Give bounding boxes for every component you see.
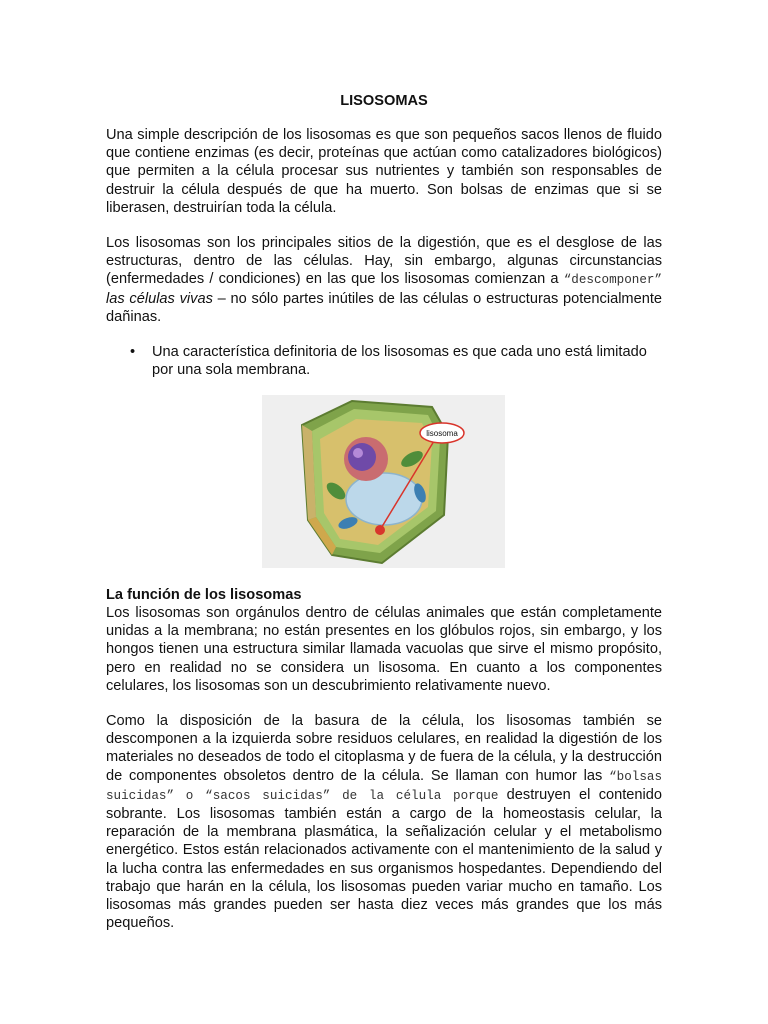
quoted-term-descomponer: “descomponer” — [563, 273, 662, 288]
section-heading-funcion: La función de los lisosomas — [106, 587, 302, 603]
paragraph-digestion-tail: – no sólo partes inútiles de las células o estructuras potencialmente dañinas. — [106, 290, 662, 325]
lisosoma-label: lisosoma — [426, 429, 458, 438]
italic-term-celulas-vivas: las células vivas — [106, 290, 213, 307]
cell-illustration — [262, 395, 505, 568]
paragraph-intro: Una simple descripción de los lisosomas es que son pequeños sacos llenos de fluido que contiene enzimas (es decir, proteínas que actúan como catalizadores biológicos) que permiten a la célula procesar sus nutrientes y también son responsables de destruir la célula después de que ha muerto. Son bolsas de enzimas que si se liberasen, destruirían toda la célula. — [106, 127, 662, 216]
quoted-term-bolsas-suicidas: “bolsas suicidas” o “sacos suicidas” de la célula porque — [106, 769, 662, 803]
paragraph-organelles: Los lisosomas son orgánulos dentro de células animales que están completamente unidas a la membrana; no están presentes en los glóbulos rojos, sin embargo, y los hongos tienen una estructura similar llamada vacuolas que sirve el mismo propósito, pero en realidad no se considera un lisosoma. En cuanto a los componentes celulares, los lisosomas son un descubrimiento relativamente nuevo. — [106, 605, 662, 694]
paragraph-disposal-tail: destruyen el contenido sobrante. Los lisosomas también están a cargo de la homeostasis celular, la reparación de la membrana plasmática, la señalización celular y el metabolismo energético. Estos están relacionados activamente con el mantenimiento de la salud y la lucha contra las enfermedades en sus organismos hospedantes. Dependiendo del trabajo que harán en la célula, los lisosomas pueden variar mucho en tamaño. Los lisosomas más grandes pueden ser hasta diez veces más grandes que los más pequeños. — [106, 786, 662, 932]
paragraph-digestion-text: Los lisosomas son los principales sitios de la digestión, que es el desglose de las estructuras, dentro de las células. Hay, sin embargo, algunas circunstancias (enfermedades / condiciones) en las que los lisosomas comienzan a — [106, 235, 662, 288]
bullet-symbol: • — [130, 344, 136, 360]
paragraph-digestion — [106, 234, 662, 326]
bullet-item-membrane: Una característica definitoria de los lisosomas es que cada uno está limitado por una sola membrana. — [152, 344, 647, 379]
plant-cell-diagram — [262, 395, 505, 568]
paragraph-disposal-text: Como la disposición de la basura de la célula, los lisosomas también se descomponen a la izquierda sobre residuos celulares, en realidad la digestión de los materiales no deseados de todo el citoplasma y de fuera de la célula, y la destrucción de componentes obsoletos dentro de la célula. Se llaman con humor las — [106, 713, 662, 784]
paragraph-disposal — [106, 712, 662, 932]
page-title: LISOSOMAS — [340, 93, 428, 109]
